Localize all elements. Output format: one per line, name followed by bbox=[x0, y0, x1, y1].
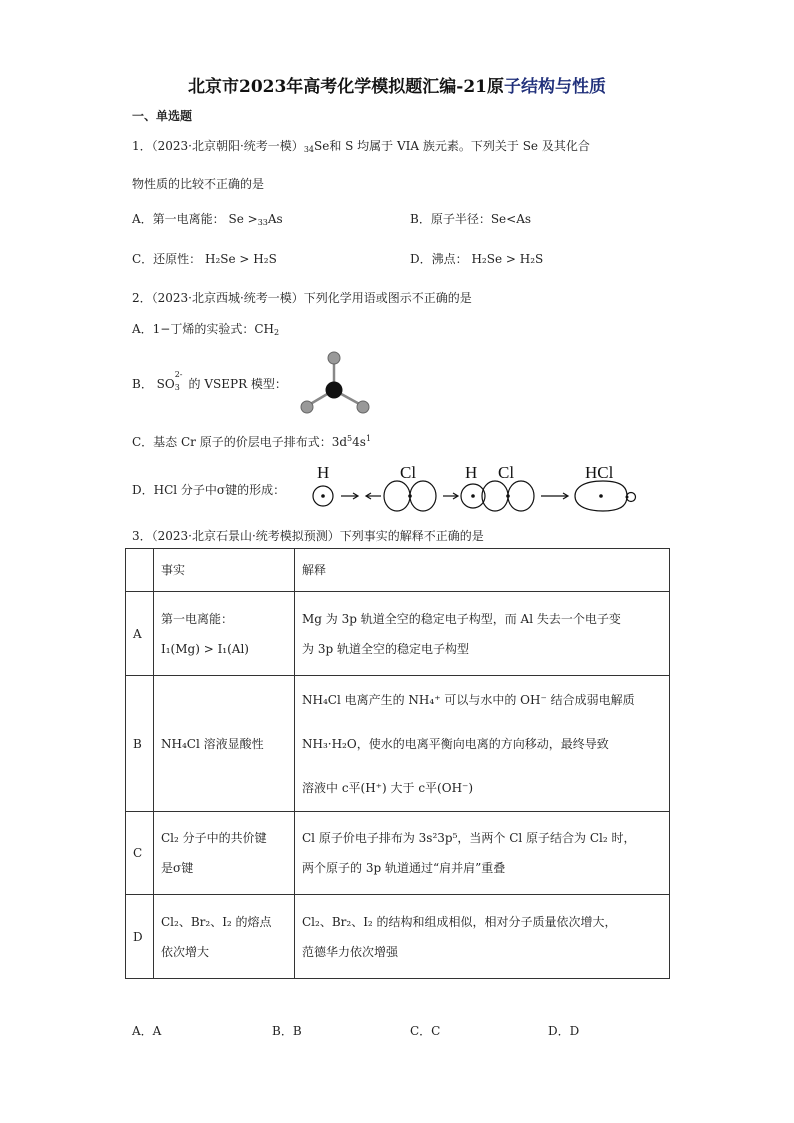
hcl-nucleus-h bbox=[626, 496, 629, 499]
h-nucleus bbox=[321, 494, 325, 498]
cl-nucleus-2 bbox=[506, 494, 510, 498]
hcl-sigma-bond-diagram bbox=[305, 460, 645, 512]
row-d-fact bbox=[154, 895, 295, 979]
q1-a-label: A．第一电离能： bbox=[132, 212, 225, 226]
row-a-expl bbox=[295, 592, 670, 676]
q3-stem: 3．（2023·北京石景山·统考模拟预测）下列事实的解释不正确的是 bbox=[132, 529, 484, 543]
table-row bbox=[126, 812, 670, 895]
q2-b-tail: 的 VSEPR 模型： bbox=[188, 377, 287, 391]
q2-option-b bbox=[132, 370, 287, 392]
row-b-expl-line1: NH₄Cl 电离产生的 NH₄⁺ 可以与水中的 OH⁻ 结合成弱电解质 bbox=[302, 692, 635, 707]
row-a-fact-line1: 第一电离能： bbox=[161, 611, 234, 626]
table-row bbox=[126, 592, 670, 676]
q1-d-formula: H₂Se > H₂S bbox=[471, 252, 544, 266]
h-nucleus-2 bbox=[471, 494, 475, 498]
q1-a-formula-left: Se > bbox=[228, 212, 258, 226]
q1-se: Se bbox=[314, 139, 330, 153]
cl-lobe-approach-right bbox=[508, 481, 534, 511]
q1-stem-line1 bbox=[132, 137, 590, 154]
label-cl-1: Cl bbox=[400, 463, 417, 482]
oxygen-atom-left bbox=[301, 401, 313, 413]
q2-b-ion-charge: 2- bbox=[174, 370, 183, 379]
row-a-expl-line2: 为 3p 轨道全空的稳定电子构型 bbox=[302, 641, 469, 656]
cl-p-orbital-lobe-right bbox=[410, 481, 436, 511]
title-main: 北京市2023年高考化学模拟题汇编-21原 bbox=[187, 77, 505, 97]
oxygen-atom-right bbox=[357, 401, 369, 413]
q1-d-label: D．沸点： bbox=[410, 252, 468, 266]
title-tail: 子结构与性质 bbox=[504, 77, 607, 97]
row-c-fact bbox=[154, 812, 295, 895]
label-h-1: H bbox=[317, 463, 330, 482]
q2-c-mid: 4s bbox=[352, 435, 366, 449]
page-title bbox=[0, 72, 794, 97]
row-d-expl bbox=[295, 895, 670, 979]
vsepr-model-diagram bbox=[292, 348, 376, 418]
q1-a-formula-sub: 33 bbox=[257, 218, 268, 227]
oxygen-atom-top bbox=[328, 352, 340, 364]
row-d-fact-line2: 依次增大 bbox=[161, 944, 210, 959]
q2-b-ion: SO bbox=[156, 377, 175, 391]
row-a-expl-line1: Mg 为 3p 轨道全空的稳定电子构型，而 Al 失去一个电子变 bbox=[302, 611, 621, 626]
q2-option-a bbox=[132, 320, 279, 337]
row-c-fact-line1: Cl₂ 分子中的共价键 bbox=[161, 831, 267, 845]
sulfur-atom-center bbox=[326, 382, 343, 399]
row-d-fact-line1: Cl₂、Br₂、I₂ 的熔点 bbox=[161, 914, 272, 929]
row-c-expl-line2: 两个原子的 3p 轨道通过“肩并肩”重叠 bbox=[302, 861, 506, 875]
q3-option-d: D．D bbox=[548, 1024, 580, 1038]
row-c-expl-line1: Cl 原子价电子排布为 3s²3p⁵，当两个 Cl 原子结合为 Cl₂ 时， bbox=[302, 831, 636, 845]
section-heading: 一、单选题 bbox=[132, 109, 193, 123]
header-explanation: 解释 bbox=[295, 549, 670, 592]
q2-option-d: D．HCl 分子中σ键的形成： bbox=[132, 483, 286, 497]
row-a-fact bbox=[154, 592, 295, 676]
row-b-fact: NH₄Cl 溶液显酸性 bbox=[154, 676, 295, 812]
cl-p-orbital-lobe-left bbox=[384, 481, 410, 511]
q2-c-sup2: 1 bbox=[365, 434, 372, 443]
table-row bbox=[126, 895, 670, 979]
label-cl-2: Cl bbox=[498, 463, 515, 482]
row-d-expl-line2: 范德华力依次增强 bbox=[302, 944, 399, 959]
q2-b-ion-scripts bbox=[174, 370, 185, 392]
q2-c-sup1: 5 bbox=[347, 434, 353, 443]
row-b-expl-line2: NH₃·H₂O，使水的电离平衡向电离的方向移动，最终导致 bbox=[302, 736, 609, 751]
q3-option-a: A．A bbox=[132, 1024, 162, 1038]
cl-nucleus bbox=[408, 494, 412, 498]
q1-option-c bbox=[132, 250, 277, 267]
row-b-expl bbox=[295, 676, 670, 812]
table-row bbox=[126, 676, 670, 812]
q1-c-label: C．还原性： bbox=[132, 252, 202, 266]
q3-option-b: B．B bbox=[272, 1024, 302, 1038]
row-b-expl-line3: 溶液中 c平(H⁺) 大于 c平(OH⁻) bbox=[302, 780, 474, 795]
q2-b-label: B． bbox=[132, 377, 153, 391]
row-label-a: A bbox=[126, 592, 154, 676]
table-header-row bbox=[126, 549, 670, 592]
row-d-expl-line1: Cl₂、Br₂、I₂ 的结构和组成相似，相对分子质量依次增大， bbox=[302, 914, 617, 929]
q1-option-d bbox=[410, 250, 543, 267]
cl-lobe-approach-left bbox=[482, 481, 508, 511]
q3-table bbox=[125, 548, 670, 979]
header-blank bbox=[126, 549, 154, 592]
q2-option-c bbox=[132, 433, 371, 450]
row-label-b: B bbox=[126, 676, 154, 812]
q2-stem: 2．（2023·北京西城·统考一模）下列化学用语或图示不正确的是 bbox=[132, 291, 472, 305]
row-a-fact-line2: I₁(Mg) > I₁(Al) bbox=[161, 641, 249, 656]
q2-a-sub: 2 bbox=[274, 328, 280, 337]
row-label-d: D bbox=[126, 895, 154, 979]
q1-c-formula: H₂Se > H₂S bbox=[205, 252, 277, 266]
q1-option-a bbox=[132, 210, 283, 227]
q3-option-c: C．C bbox=[410, 1024, 441, 1038]
q2-c-text: C．基态 Cr 原子的价层电子排布式：3d bbox=[132, 435, 348, 449]
q1-source: 1．（2023·北京朝阳·统考一模） bbox=[132, 139, 304, 153]
hcl-nucleus-cl bbox=[599, 494, 603, 498]
q1-se-mass: 34 bbox=[303, 145, 314, 154]
header-fact: 事实 bbox=[154, 549, 295, 592]
row-c-expl bbox=[295, 812, 670, 895]
q2-a-text: A．1−丁烯的实验式：CH bbox=[132, 322, 275, 336]
q1-stem-line2: 物性质的比较不正确的是 bbox=[132, 177, 265, 191]
q1-a-formula-right: As bbox=[267, 212, 283, 226]
label-h-2: H bbox=[465, 463, 478, 482]
row-c-fact-line2: 是σ键 bbox=[161, 861, 194, 875]
label-hcl: HCl bbox=[585, 463, 614, 482]
q1-stem-rest: 和 S 均属于 VIA 族元素。下列关于 Se 及其化合 bbox=[329, 139, 590, 153]
row-label-c: C bbox=[126, 812, 154, 895]
q1-option-b: B．原子半径：Se<As bbox=[410, 212, 532, 226]
q2-b-ion-sub: 3 bbox=[174, 383, 180, 392]
